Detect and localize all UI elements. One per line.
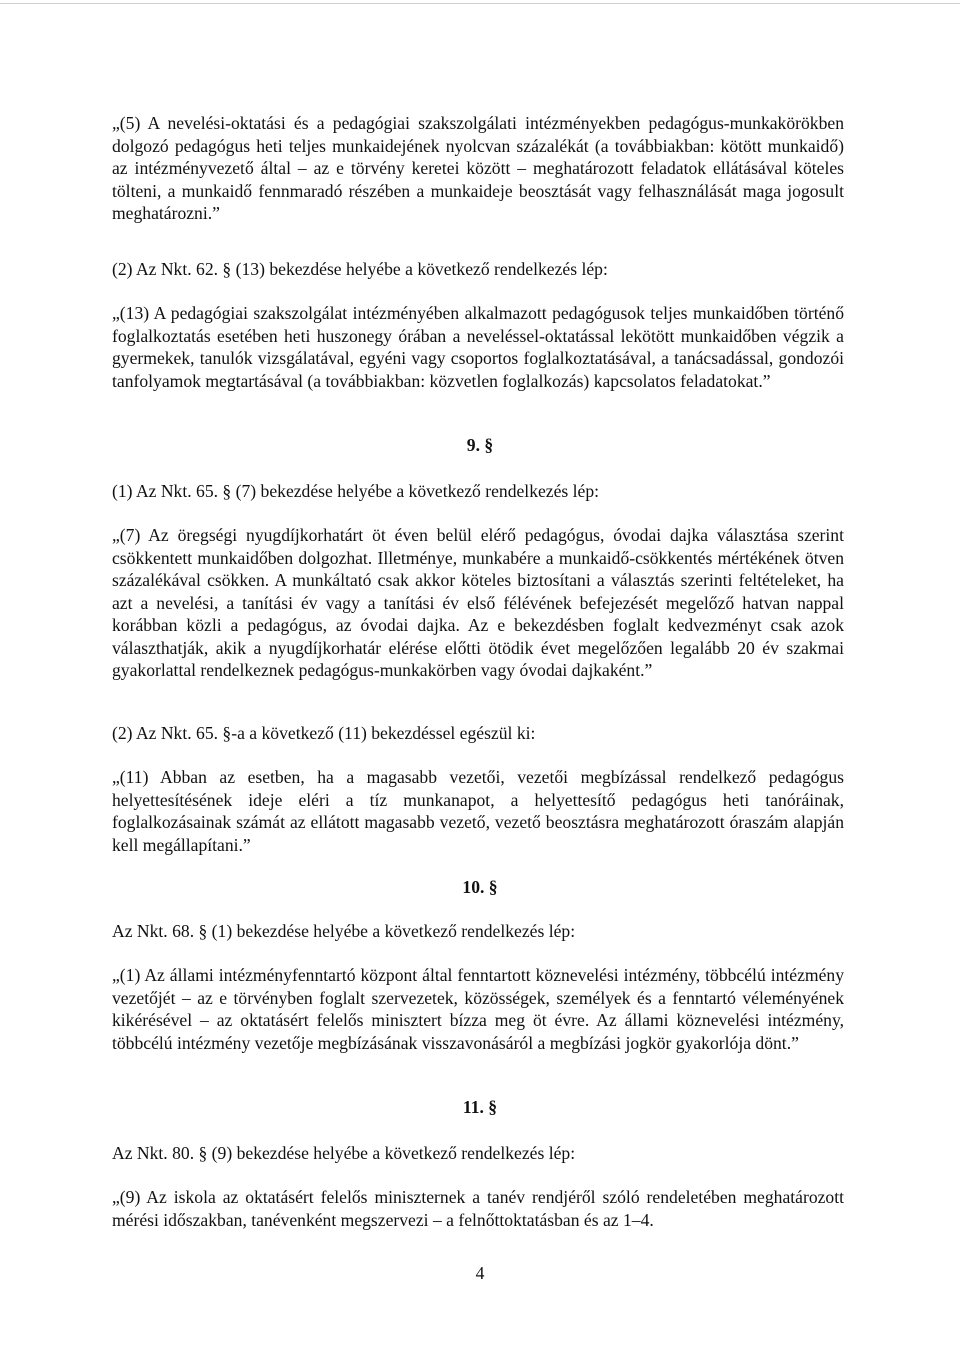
paragraph-amendment-62: (2) Az Nkt. 62. § (13) bekezdése helyébe a következő rendelkezés lép: <box>112 259 608 279</box>
page-number: 4 <box>475 1263 485 1283</box>
paragraph-nkt-11: „(11) Abban az esetben, ha a magasabb vezetői, vezetői megbízással rendelkező pedagógus helyettesítésének ideje eléri a tíz munkanapot, a helyettesítő pedagógus heti tanóráinak, foglalkozásainak számát az ellátott magasabb vezető, vezető beosztásra meghatározott óraszám alapján kell megállapítani.” <box>112 767 844 855</box>
paragraph-amendment-68: Az Nkt. 68. § (1) bekezdése helyébe a következő rendelkezés lép: <box>112 921 576 941</box>
paragraph-nkt-1: „(1) Az állami intézményfenntartó központ által fenntartott köznevelési intézmény, többcélú intézmény vezetőjét – az e törvényben foglalt szervezetek, közösségek, személyek és a fenntartó véleményének kikérésével – az oktatásért felelős minisztert bízza meg öt évre. Az állami köznevelési intézmény, többcélú intézmény vezetője megbízásának visszavonásáról a megbízási jogkör gyakorlója dönt.” <box>112 965 844 1053</box>
paragraph-nkt-13: „(13) A pedagógiai szakszolgálat intézményében alkalmazott pedagógusok teljes munkaidőben történő foglalkoztatás esetében heti huszonegy órában a neveléssel-oktatással lekötött munkaidőben végzik a gyermekek, tanulók vizsgálatával, egyéni vagy csoportos foglalkoztatásával, a tanácsadással, gondozói tanfolyamok megtartásával (a továbbiakban: közvetlen foglalkozás) kapcsolatos feladatokat.” <box>112 303 844 391</box>
paragraph-amendment-65-11: (2) Az Nkt. 65. §-a a következő (11) bekezdéssel egészül ki: <box>112 723 536 743</box>
section-heading-9: 9. § <box>466 435 494 455</box>
top-border-line <box>0 3 960 4</box>
paragraph-nkt-7: „(7) Az öregségi nyugdíjkorhatárt öt éven belül elérő pedagógus, óvodai dajka választása szerint csökkentett munkaidőben dolgozhat. Illetménye, munkabére a munkaidő-csökkentés mértékének ötven százalékával csökken. A munkáltató csak akkor köteles biztosítani a választás szerinti feltételeket, ha azt a nevelési, a tanítási év vagy a tanítási év első félévének befejezését megelőző hatvan nappal korábban közli a pedagógus, az óvodai dajka. Az e bekezdésben foglalt kedvezményt csak azok választhatják, akik a nyugdíjkorhatár elérése előtti ötödik évet megelőzően legalább 20 év szakmai gyakorlattal rendelkeznek pedagógus-munkakörben vagy óvodai dajkaként.” <box>112 525 844 680</box>
paragraph-amendment-80: Az Nkt. 80. § (9) bekezdése helyébe a következő rendelkezés lép: <box>112 1143 576 1163</box>
section-heading-10: 10. § <box>462 877 498 897</box>
paragraph-nkt-9: „(9) Az iskola az oktatásért felelős miniszternek a tanév rendjéről szóló rendeletében meghatározott mérési időszakban, tanévenként megszervezi – a felnőttoktatásban és az 1–4. <box>112 1187 844 1230</box>
paragraph-amendment-65-7: (1) Az Nkt. 65. § (7) bekezdése helyébe a következő rendelkezés lép: <box>112 481 600 501</box>
paragraph-nkt-5: „(5) A nevelési-oktatási és a pedagógiai szakszolgálati intézményekben pedagógus-munkakörökben dolgozó pedagógus heti teljes munkaidejének nyolcvan százalékát (a továbbiakban: kötött munkaidő) az intézményvezető által – az e törvény keretei között – meghatározott feladatok ellátásával köteles tölteni, a munkaidő fennmaradó részében a munkaideje beosztását vagy felhasználását maga jogosult meghatározni.” <box>112 113 844 223</box>
section-heading-11: 11. § <box>462 1097 498 1117</box>
